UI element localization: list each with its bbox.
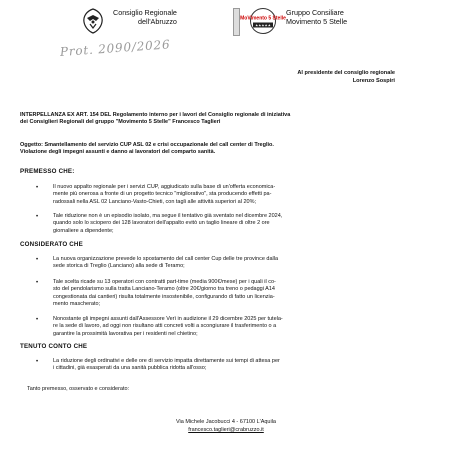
list-item-line: Nonostante gli impegni assunti dall'Assessore Verì in audizione il 29 dicembre 2025 per tutela-	[53, 316, 283, 322]
list-item	[53, 358, 433, 373]
list-item-line: radossali nella ASL 02 Lanciano-Vasto-Chieti, con tagli alle attività superiori al 20%;	[53, 198, 257, 205]
list-item-line: Tale scelta ricade su 13 operatori con contratti part-time (media 900€/mese) per i quali il co-	[53, 279, 276, 285]
title-line-2: dei Consiglieri Regionali del gruppo "Movimento 5 Stelle" Francesco Taglieri	[20, 119, 221, 126]
left-org-line-2: dell'Abruzzo	[138, 17, 177, 26]
document-subject	[20, 142, 435, 157]
section-heading-tenuto: TENUTO CONTO CHE	[20, 343, 88, 350]
title-line-1: INTERPELLANZA EX ART. 154 DEL Regolamento interno per i lavori del Consiglio regionale di iniziativa	[20, 112, 291, 118]
list-item-line: Tale riduzione non è un episodio isolato, ma segue il tentativo già sventato nel dicembre 2024,	[53, 213, 283, 219]
document-title	[20, 112, 435, 127]
list-item-line: sede storica di Treglio (Lanciano) alla sede di Teramo;	[53, 263, 185, 270]
list-item	[53, 256, 433, 271]
list-item-line: mento mascherato;	[53, 301, 101, 308]
list-item-line: i cittadini, già esasperati da una sanità pubblica ridotta all'osso;	[53, 365, 207, 372]
list-item	[53, 279, 433, 309]
footer	[0, 418, 452, 434]
list-item-line: congestionata dai cantieri) risulta totalmente insostenibile, configurando di fatto un licenzia-	[53, 293, 275, 300]
right-org-name	[286, 8, 347, 26]
footer-email-link[interactable]: francesco.taglieri@crabruzzo.it	[188, 427, 264, 433]
list-item-line: Il nuovo appalto regionale per i servizi CUP, aggiudicato sulla base di un'offerta economica-	[53, 184, 276, 190]
bullet-icon: •	[36, 185, 39, 191]
subject-line-2: Violazione degli impegni assunti e danno ai lavoratori del comparto sanità.	[20, 149, 216, 156]
bullet-icon: •	[36, 359, 39, 365]
right-logo-text: MoVimento 5 Stelle	[240, 15, 286, 22]
right-org-line-1: Gruppo Consiliare	[286, 8, 344, 17]
bullet-icon: •	[36, 317, 39, 323]
movimento-5-stelle-logo-icon	[240, 7, 286, 35]
list-item-line: La nuova organizzazione prevede lo spostamento del call center Cup delle tre province dalla	[53, 256, 279, 262]
list-item-line: re la sede di lavoro, ad oggi non risultano atti concreti volti a scongiurare il trasferimento o a	[53, 323, 277, 330]
svg-text:★★★★★: ★★★★★	[255, 23, 271, 28]
left-org-name	[113, 8, 177, 26]
section-heading-considerato: CONSIDERATO CHE	[20, 241, 83, 248]
footer-address: Via Michele Jacobucci 4 - 67100 L'Aquila	[175, 419, 276, 425]
list-item-line: La riduzione degli ordinativi e delle ore di servizio impatta direttamente sui tempi di attesa per	[53, 358, 280, 364]
addressee-line-2: Lorenzo Sospiri	[352, 78, 395, 84]
list-item-line: mente più onerosa a fronte di un progetto tecnico "migliorativo", sta producendo effetti pa-	[53, 191, 272, 198]
list-item	[53, 316, 433, 338]
protocol-number: Prot. 2090/2026	[59, 37, 171, 59]
seal-strip	[233, 8, 240, 36]
list-item-line: giornaliere a dipendente;	[53, 227, 114, 234]
right-org-line-2: Movimento 5 Stelle	[286, 17, 348, 26]
list-item	[53, 213, 433, 235]
list-item	[53, 184, 433, 206]
section-heading-premesso: PREMESSO CHE:	[20, 168, 75, 175]
bullet-icon: •	[36, 257, 39, 263]
list-item-line: quando solo lo sciopero dei 128 lavoratori dell'appalto evitò un taglio lineare di oltre 2 ore	[53, 220, 270, 227]
addressee-line-1: Al presidente del consiglio regionale	[297, 70, 395, 76]
subject-line-1: Oggetto: Smantellamento del servizio CUP ASL 02 e crisi occupazionale del call center di Treglio.	[20, 142, 274, 148]
list-item-line: garantire la prossimità lavorativa per i residenti nel chietino;	[53, 330, 198, 337]
addressee	[297, 69, 395, 85]
left-org-line-1: Consiglio Regionale	[113, 8, 177, 17]
bullet-icon: •	[36, 214, 39, 220]
list-item-line: sto del pendolarismo sulla tratta Lanciano-Teramo (oltre 20€/giorno tra treno o pedaggi A14	[53, 286, 275, 293]
bullet-icon: •	[36, 280, 39, 286]
regional-council-logo-icon	[78, 6, 108, 36]
closing-text: Tanto premesso, osservato e considerato:	[27, 386, 130, 392]
